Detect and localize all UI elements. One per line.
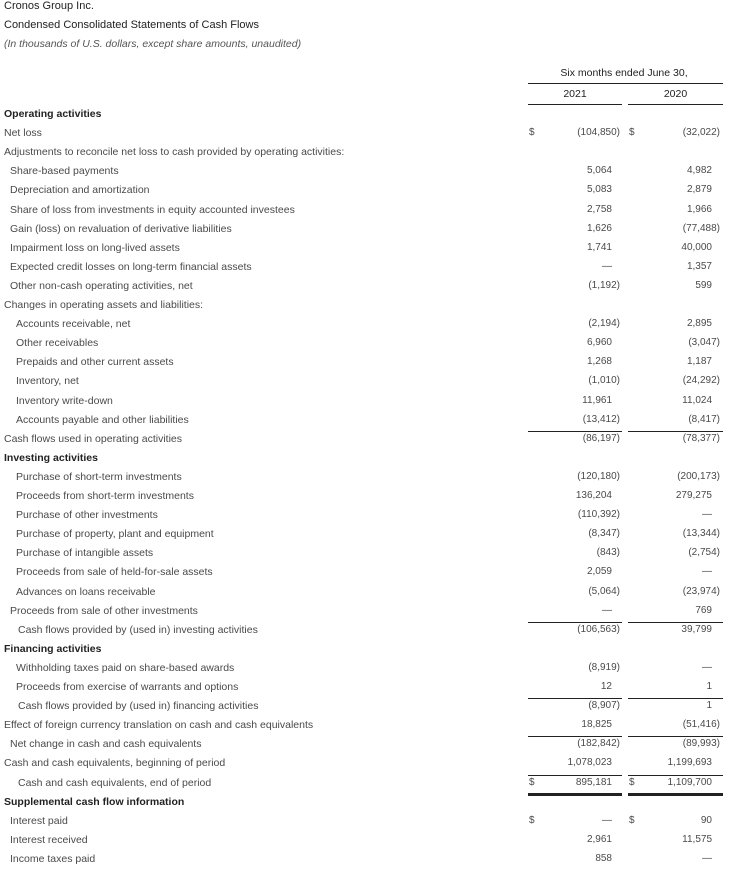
line-item-label: Net change in cash and cash equivalents [10, 738, 202, 750]
section-header-row [0, 108, 749, 127]
value-2021: 858 [595, 853, 612, 864]
value-2020: 1,966 [686, 204, 712, 215]
subtotal-rule [528, 622, 622, 623]
table-row [0, 165, 749, 184]
line-item-label: Impairment loss on long-lived assets [10, 242, 180, 254]
currency-symbol-2021: $ [529, 815, 535, 826]
value-2021: — [602, 605, 612, 616]
value-2021: 1,268 [586, 356, 612, 367]
line-item-label: Proceeds from sale of held-for-sale assets [16, 566, 213, 578]
line-item-label: Interest received [10, 834, 88, 846]
line-item-label: Other non-cash operating activities, net [10, 280, 193, 292]
table-row [0, 261, 749, 280]
table-row [0, 280, 749, 299]
value-2020: 11,575 [682, 834, 712, 845]
value-2021: — [602, 261, 612, 272]
value-2021: (120,180) [577, 471, 620, 482]
subtotal-rule [628, 431, 723, 432]
section-title: Financing activities [4, 643, 102, 655]
value-2020: 769 [695, 605, 712, 616]
currency-symbol-2020: $ [629, 127, 635, 138]
line-item-label: Other receivables [16, 337, 99, 349]
line-item-label: Inventory, net [16, 375, 79, 387]
table-row [0, 395, 749, 414]
line-item-label: Cash and cash equivalents, end of period [18, 777, 212, 789]
value-2020: 2,895 [686, 318, 712, 329]
value-2021: (1,010) [588, 375, 620, 386]
section-title: Supplemental cash flow information [4, 796, 185, 808]
line-item-label: Proceeds from sale of other investments [10, 605, 198, 617]
value-2021: 11,961 [582, 395, 612, 406]
section-title: Investing activities [4, 452, 98, 464]
table-row [0, 624, 749, 643]
value-2020: — [702, 509, 712, 520]
value-2021: (86,197) [582, 433, 620, 444]
currency-symbol-2021: $ [529, 777, 535, 788]
subtotal-rule [628, 698, 723, 699]
table-row [0, 738, 749, 757]
value-2020: 1,199,693 [667, 757, 712, 768]
period-label: Six months ended June 30, [560, 67, 688, 79]
line-item-label: Income taxes paid [10, 853, 96, 865]
value-2021: (106,563) [577, 624, 620, 635]
line-item-label: Depreciation and amortization [10, 184, 150, 196]
value-2020: 40,000 [681, 242, 712, 253]
value-2021: — [602, 815, 612, 826]
table-row [0, 146, 749, 165]
year-2021-rule [528, 104, 622, 105]
value-2021: (13,412) [582, 414, 620, 425]
value-2021: 6,960 [586, 337, 612, 348]
value-2021: (843) [596, 547, 620, 558]
line-item-label: Purchase of other investments [16, 509, 158, 521]
section-header-row [0, 796, 749, 815]
value-2021: (8,347) [588, 528, 620, 539]
table-row [0, 700, 749, 719]
line-item-label: Interest paid [10, 815, 68, 827]
line-item-label: Purchase of short-term investments [16, 471, 182, 483]
value-2020: (77,488) [682, 223, 720, 234]
value-2020: (51,416) [682, 719, 720, 730]
year-2020-header: 2020 [663, 88, 688, 100]
value-2020: — [702, 566, 712, 577]
table-row [0, 184, 749, 203]
subtotal-rule [528, 736, 622, 737]
line-item-label: Share-based payments [10, 165, 119, 177]
section-title: Operating activities [4, 108, 102, 120]
line-item-label: Inventory write-down [16, 395, 113, 407]
value-2021: (182,842) [577, 738, 620, 749]
line-item-label: Advances on loans receivable [16, 586, 156, 598]
line-item-label: Expected credit losses on long-term financial assets [10, 261, 252, 273]
table-row [0, 299, 749, 318]
line-item-label: Cash and cash equivalents, beginning of period [4, 757, 226, 769]
year-2020-rule [628, 104, 723, 105]
value-2021: 12 [600, 681, 612, 692]
value-2020: 39,799 [681, 624, 712, 635]
value-2020: (3,047) [688, 337, 720, 348]
table-row [0, 204, 749, 223]
table-row [0, 547, 749, 566]
line-item-label: Proceeds from exercise of warrants and options [16, 681, 239, 693]
table-row [0, 853, 749, 872]
year-2021-header: 2021 [563, 88, 587, 100]
value-2021: 5,083 [586, 184, 612, 195]
table-row [0, 757, 749, 776]
value-2020: 1,109,700 [667, 777, 712, 788]
value-2021: 895,181 [575, 777, 612, 788]
table-row [0, 815, 749, 834]
line-item-label: Changes in operating assets and liabilities: [4, 299, 204, 311]
value-2020: 1,187 [686, 356, 712, 367]
table-row [0, 433, 749, 452]
currency-symbol-2021: $ [529, 127, 535, 138]
subtotal-rule [628, 622, 723, 623]
table-row [0, 566, 749, 585]
value-2020: (32,022) [682, 127, 720, 138]
statement-subtitle: (In thousands of U.S. dollars, except share amounts, unaudited) [4, 38, 302, 50]
subtotal-rule [528, 698, 622, 699]
line-item-label: Cash flows provided by (used in) investing activities [18, 624, 258, 636]
table-row [0, 318, 749, 337]
value-2021: 1,078,023 [567, 757, 612, 768]
value-2021: 18,825 [581, 719, 612, 730]
period-rule [528, 83, 723, 84]
currency-symbol-2020: $ [629, 815, 635, 826]
line-item-label: Gain (loss) on revaluation of derivative liabilities [10, 223, 232, 235]
table-row [0, 356, 749, 375]
line-item-label: Cash flows used in operating activities [4, 433, 183, 445]
value-2020: (8,417) [688, 414, 720, 425]
subtotal-rule [528, 775, 622, 776]
table-row [0, 528, 749, 547]
line-item-label: Share of loss from investments in equity accounted investees [10, 204, 295, 216]
value-2021: 1,626 [586, 223, 612, 234]
value-2021: (2,194) [588, 318, 620, 329]
statement-title: Condensed Consolidated Statements of Cash Flows [4, 19, 259, 31]
value-2020: (89,993) [682, 738, 720, 749]
table-row [0, 509, 749, 528]
section-header-row [0, 452, 749, 471]
value-2020: 1 [706, 681, 712, 692]
line-item-label: Net loss [4, 127, 42, 139]
value-2021: 5,064 [586, 165, 612, 176]
line-item-label: Withholding taxes paid on share-based awards [16, 662, 235, 674]
value-2021: (5,064) [588, 586, 620, 597]
value-2021: 1,741 [586, 242, 612, 253]
line-item-label: Adjustments to reconcile net loss to cash provided by operating activities: [4, 146, 345, 158]
value-2021: 136,204 [575, 490, 612, 501]
line-item-label: Proceeds from short-term investments [16, 490, 194, 502]
subtotal-rule [628, 775, 723, 776]
value-2020: 599 [695, 280, 712, 291]
value-2020: (24,292) [682, 375, 720, 386]
company-name: Cronos Group Inc. [4, 0, 94, 12]
value-2020: (13,344) [682, 528, 720, 539]
value-2020: — [702, 662, 712, 673]
table-row [0, 375, 749, 394]
value-2020: 1 [706, 700, 712, 711]
line-item-label: Purchase of intangible assets [16, 547, 154, 559]
value-2020: (23,974) [682, 586, 720, 597]
value-2020: 4,982 [686, 165, 712, 176]
table-row [0, 834, 749, 853]
value-2020: (2,754) [688, 547, 720, 558]
value-2020: (200,173) [677, 471, 720, 482]
line-item-label: Prepaids and other current assets [16, 356, 174, 368]
table-row [0, 242, 749, 261]
value-2021: (8,907) [588, 700, 620, 711]
line-item-label: Purchase of property, plant and equipment [16, 528, 214, 540]
value-2020: 2,879 [686, 184, 712, 195]
line-item-label: Accounts receivable, net [16, 318, 131, 330]
value-2020: — [702, 853, 712, 864]
value-2020: 279,275 [675, 490, 712, 501]
subtotal-rule [628, 736, 723, 737]
line-item-label: Effect of foreign currency translation on cash and cash equivalents [4, 719, 314, 731]
section-header-row [0, 643, 749, 662]
value-2021: (110,392) [577, 509, 620, 520]
table-row [0, 662, 749, 681]
table-row [0, 127, 749, 146]
value-2021: 2,758 [586, 204, 612, 215]
value-2021: 2,961 [586, 834, 612, 845]
value-2021: 2,059 [586, 566, 612, 577]
table-row [0, 223, 749, 242]
subtotal-rule [528, 431, 622, 432]
table-row [0, 337, 749, 356]
table-row [0, 586, 749, 605]
value-2020: (78,377) [682, 433, 720, 444]
table-row [0, 471, 749, 490]
value-2020: 1,357 [686, 261, 712, 272]
line-item-label: Accounts payable and other liabilities [16, 414, 189, 426]
value-2020: 90 [700, 815, 712, 826]
currency-symbol-2020: $ [629, 777, 635, 788]
value-2020: 11,024 [682, 395, 712, 406]
value-2021: (104,850) [577, 127, 620, 138]
table-row [0, 490, 749, 509]
value-2021: (8,919) [588, 662, 620, 673]
value-2021: (1,192) [588, 280, 620, 291]
line-item-label: Cash flows provided by (used in) financing activities [18, 700, 259, 712]
